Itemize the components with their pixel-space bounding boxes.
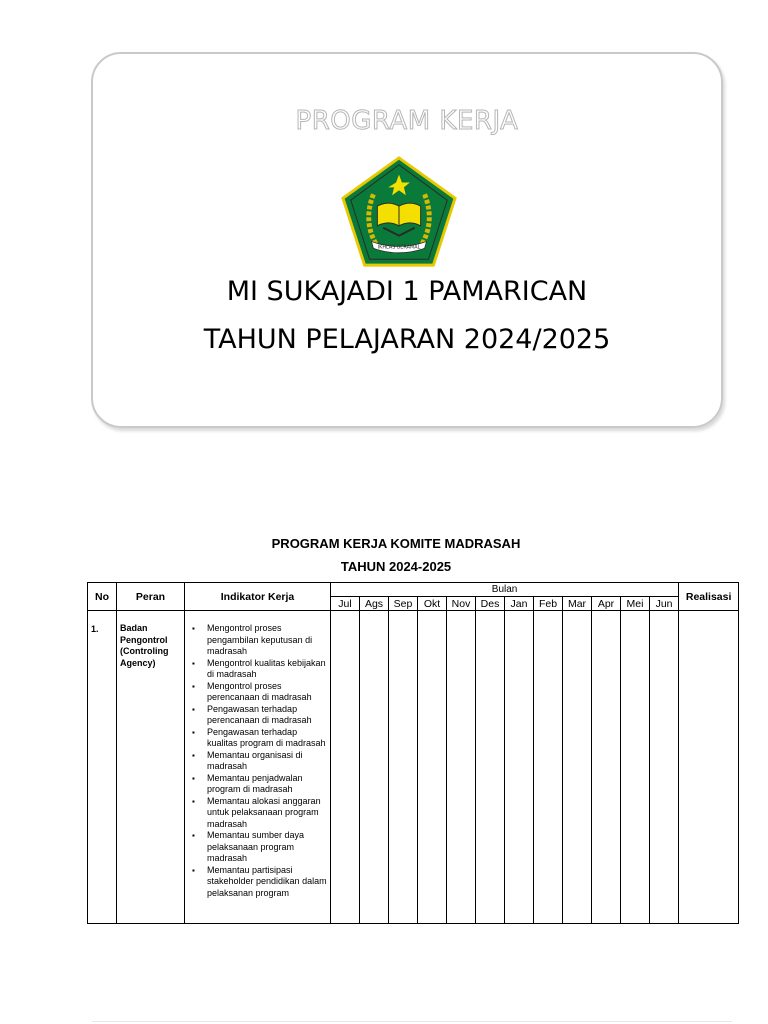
table-row [88, 611, 739, 924]
header-indikator: Indikator Kerja [185, 583, 331, 611]
page-divider [92, 1021, 732, 1022]
month-header: Des [476, 597, 505, 611]
list-item: ▪ Memantau partisipasi stakeholder pendidikan dalam pelaksanan program [207, 865, 330, 900]
academic-year: TAHUN PELAJARAN 2024/2025 [203, 324, 611, 355]
realisasi-cell [679, 611, 739, 924]
month-header: Okt [418, 597, 447, 611]
header-peran: Peran [117, 583, 185, 611]
list-item: ▪ Mengontrol proses pengambilan keputusan di madrasah [207, 623, 330, 658]
list-item: ▪ Memantau sumber daya pelaksanaan program madrasah [207, 830, 330, 865]
month-cell [360, 611, 389, 924]
svg-text:IKHLAS BERAMAL: IKHLAS BERAMAL [377, 244, 421, 251]
header-bulan: Bulan [331, 583, 679, 597]
list-item: ▪ Pengawasan terhadap kualitas program di madrasah [207, 727, 330, 750]
month-cell [447, 611, 476, 924]
header-no: No [88, 583, 117, 611]
month-cell [476, 611, 505, 924]
month-cell [621, 611, 650, 924]
month-header: Mei [621, 597, 650, 611]
list-item: ▪ Pengawasan terhadap perencanaan di madrasah [207, 704, 330, 727]
month-header: Feb [534, 597, 563, 611]
month-header: Mar [563, 597, 592, 611]
kemenag-emblem-icon [340, 154, 458, 270]
month-cell [505, 611, 534, 924]
month-header: Sep [389, 597, 418, 611]
month-header: Apr [592, 597, 621, 611]
cover-title: PROGRAM KERJA [295, 106, 519, 136]
list-item: ▪ Memantau penjadwalan program di madrasah [207, 773, 330, 796]
list-item: ▪ Mengontrol proses perencanaan di madrasah [207, 681, 330, 704]
header-realisasi: Realisasi [679, 583, 739, 611]
month-header: Jun [650, 597, 679, 611]
cover-box [91, 52, 723, 428]
month-cell [389, 611, 418, 924]
list-item: ▪ Memantau alokasi anggaran untuk pelaksanaan program madrasah [207, 796, 330, 831]
month-cell [592, 611, 621, 924]
month-header: Jul [331, 597, 360, 611]
list-item: ▪ Mengontrol kualitas kebijakan di madrasah [207, 658, 330, 681]
school-name: MI SUKAJADI 1 PAMARICAN [226, 276, 588, 307]
row-peran: Badan Pengontrol (Controling Agency) [117, 611, 185, 924]
document-subtitle: TAHUN 2024-2025 [340, 559, 452, 574]
month-header: Ags [360, 597, 389, 611]
month-cell [418, 611, 447, 924]
row-indikator [185, 611, 331, 924]
list-item: ▪ Memantau organisasi di madrasah [207, 750, 330, 773]
month-cell [331, 611, 360, 924]
month-cell [650, 611, 679, 924]
month-header: Jan [505, 597, 534, 611]
month-cell [534, 611, 563, 924]
month-header: Nov [447, 597, 476, 611]
document-title: PROGRAM KERJA KOMITE MADRASAH [271, 536, 521, 551]
month-cell [563, 611, 592, 924]
program-table [87, 582, 739, 924]
row-no: 1. [88, 611, 117, 924]
